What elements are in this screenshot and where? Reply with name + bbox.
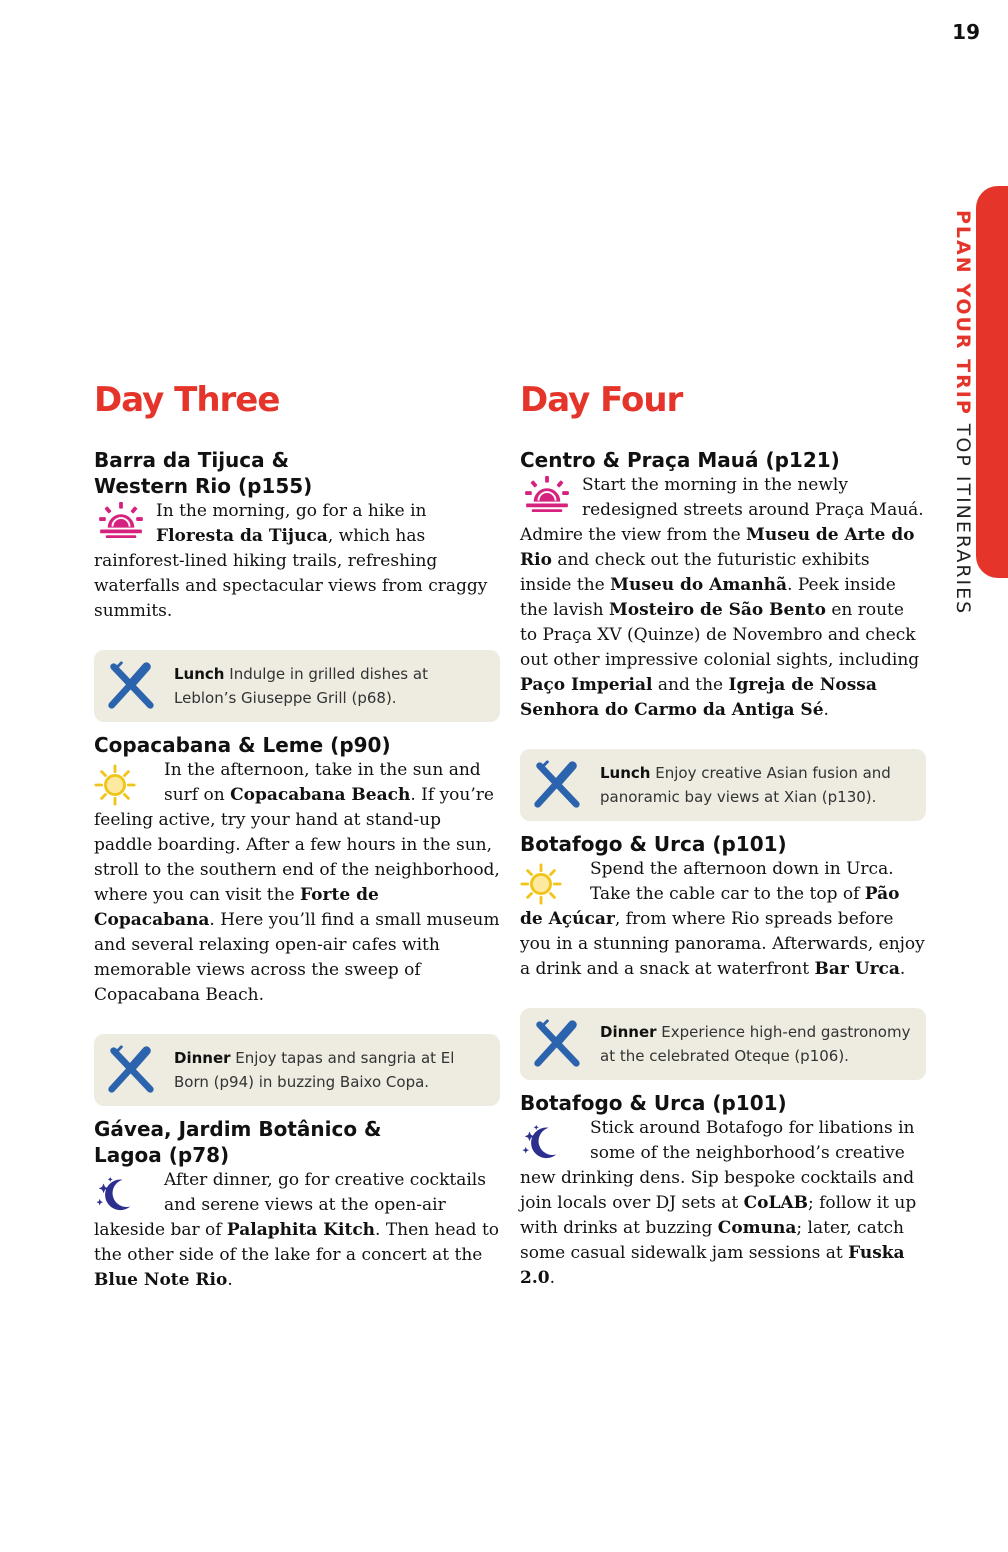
sunrise-icon [520, 475, 578, 515]
chapter-tab [976, 186, 1008, 578]
section-label: PLAN YOUR TRIP [952, 210, 974, 416]
day-three-column [94, 378, 500, 1293]
section-body: After dinner, go for creative cocktails and serene views at the open-air lakeside bar of Palaphita Kitch. Then head to the other side of the lake for a concert at the Blue Note Rio. [94, 1170, 500, 1290]
moon-icon [520, 1118, 586, 1164]
section-body: Stick around Botafogo for libations in some of the neighborhood’s creative new drinking dens. Sip bespoke cocktails and join locals over DJ sets at CoLAB; follow it up with drinks at buzzing Comuna; later, catch some casual sidewalk jam sessions at Fuska 2.0. [520, 1118, 917, 1288]
day-four-column [520, 378, 926, 1291]
dinner-text: Dinner Experience high-end gastronomy at the celebrated Oteque (p106). [600, 1023, 911, 1065]
section-heading: Botafogo & Urca (p101) [520, 832, 787, 856]
sun-icon [94, 760, 160, 806]
lunch-text: Lunch Indulge in grilled dishes at Leblon’s Giuseppe Grill (p68). [174, 665, 428, 707]
dinner-box [520, 1008, 926, 1080]
section-body: In the afternoon, take in the sun and surf on Copacabana Beach. If you’re feeling active, try your hand at stand-up paddle boarding. After a few hours in the sun, stroll to the southern end of the neighborhood, where you can visit the Forte de Copacabana. Here you’ll find a small museum and several relaxing open-air cafes with memorable views across the sweep of Copacabana Beach. [94, 760, 500, 1005]
section-body: Start the morning in the newly redesigned streets around Praça Mauá. Admire the view from the Museu de Arte do Rio and check out the futuristic exhibits inside the Museu do Amanhã. Peek inside the lavish Mosteiro de São Bento en route to Praça XV (Quinze) de Novembro and check out other impressive colonial sights, including Paço Imperial and the Igreja de Nossa Senhora do Carmo da Antiga Sé. [520, 475, 924, 720]
section-body: Spend the afternoon down in Urca. Take the cable car to the top of Pão de Açúcar, from where Rio spreads before you in a stunning panorama. Afterwards, enjoy a drink and a snack at waterfront Bar Urca. [520, 859, 925, 979]
fork-knife-icon [94, 1043, 174, 1097]
day-three-title: Day Three [94, 380, 280, 420]
moon-icon [94, 1170, 160, 1216]
fork-knife-icon [520, 758, 600, 812]
subsection-label: TOP ITINERARIES [952, 423, 974, 616]
sun-icon [520, 859, 586, 905]
section-heading: Centro & Praça Mauá (p121) [520, 448, 840, 472]
section-heading: Copacabana & Leme (p90) [94, 733, 391, 757]
lunch-box [94, 650, 500, 722]
page-number: 19 [952, 20, 980, 44]
chapter-tab-label [952, 210, 974, 615]
day-four-title: Day Four [520, 380, 683, 420]
lunch-box [520, 749, 926, 821]
section-heading: Barra da Tijuca & Western Rio (p155) [94, 448, 313, 498]
fork-knife-icon [94, 659, 174, 713]
dinner-text: Dinner Enjoy tapas and sangria at El Born (p94) in buzzing Baixo Copa. [174, 1049, 455, 1091]
section-heading: Gávea, Jardim Botânico & Lagoa (p78) [94, 1117, 382, 1167]
sunrise-icon [94, 501, 152, 541]
fork-knife-icon [520, 1017, 600, 1071]
section-body: In the morning, go for a hike in Floresta da Tijuca, which has rainforest-lined hiking trails, refreshing waterfalls and spectacular views from craggy summits. [94, 501, 488, 621]
dinner-box [94, 1034, 500, 1106]
lunch-text: Lunch Enjoy creative Asian fusion and panoramic bay views at Xian (p130). [600, 764, 891, 806]
section-heading: Botafogo & Urca (p101) [520, 1091, 787, 1115]
